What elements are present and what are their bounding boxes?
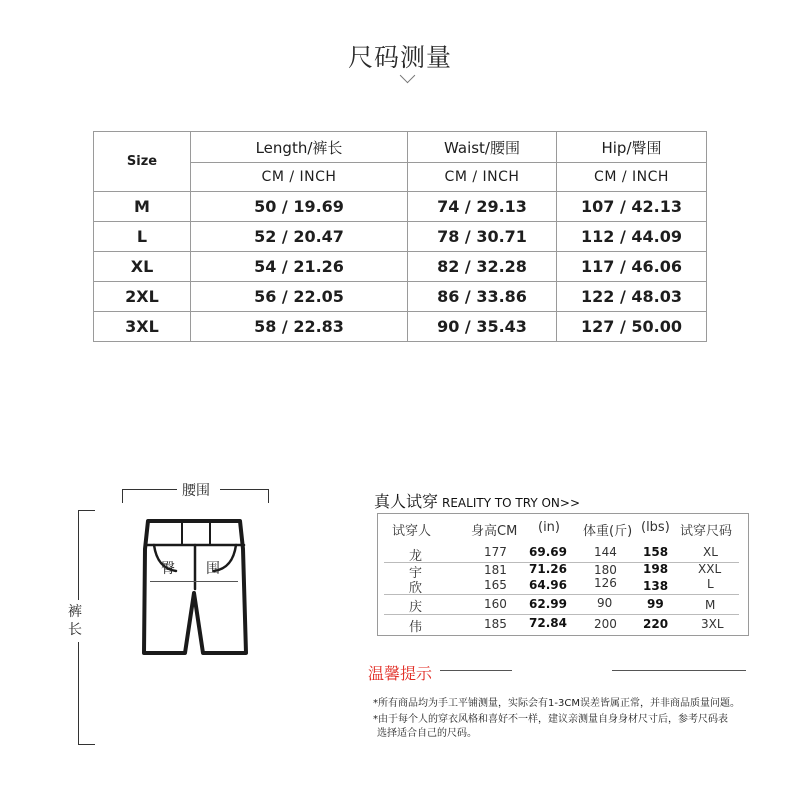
waist-label: 腰围: [182, 483, 210, 499]
size-header: Size: [94, 132, 191, 192]
waist-cell: 78 / 30.71: [408, 222, 557, 252]
tryon-weight: 144: [594, 545, 617, 559]
table-row: [94, 312, 707, 342]
length-unit: CM / INCH: [191, 163, 408, 192]
tryon-height: 165: [484, 578, 507, 592]
length-measure-line-bottom: [78, 642, 79, 744]
tryon-inch: 69.69: [529, 545, 567, 559]
tryon-inch: 71.26: [529, 562, 567, 576]
tryon-inch: 72.84: [529, 616, 567, 630]
page-title: 尺码测量: [347, 43, 452, 72]
length-measure-tick-bottom: [78, 744, 95, 745]
table-row: [94, 252, 707, 282]
tryon-weight: 180: [594, 563, 617, 577]
tryon-height: 160: [484, 597, 507, 611]
waist-measure-tick-right: [268, 489, 269, 503]
waist-measure-line-right: [220, 489, 268, 490]
tryon-lbs: 198: [643, 562, 669, 576]
tryon-size: L: [707, 577, 714, 591]
hip-header: Hip/臀围: [557, 132, 707, 163]
length-cell: 52 / 20.47: [191, 222, 408, 252]
hip-label-a: 臀: [161, 561, 175, 577]
row-divider: [384, 614, 739, 615]
length-cell: 56 / 22.05: [191, 282, 408, 312]
hip-cell: 117 / 46.06: [557, 252, 707, 282]
tryon-header-inch: (in): [538, 520, 560, 535]
waist-measure-tick-left: [122, 489, 123, 503]
tryon-person: 伟: [409, 620, 423, 635]
table-row: [94, 192, 707, 222]
length-measure-tick-top: [78, 510, 95, 511]
row-divider: [384, 594, 739, 595]
hip-cell: 122 / 48.03: [557, 282, 707, 312]
waist-header: Waist/腰围: [408, 132, 557, 163]
tryon-lbs: 158: [643, 545, 669, 559]
tryon-lbs: 138: [643, 579, 669, 593]
tryon-inch: 62.99: [529, 597, 567, 611]
hip-measure-line: [150, 581, 238, 582]
waist-cell: 74 / 29.13: [408, 192, 557, 222]
tryon-person: 欣: [409, 581, 423, 596]
shorts-icon: [140, 515, 250, 660]
tryon-header-person: 试穿人: [392, 524, 432, 539]
tryon-person: 宇: [409, 566, 423, 581]
tryon-size: XXL: [698, 562, 722, 576]
size-chart-table: [93, 131, 707, 342]
length-measure-line-top: [78, 510, 79, 600]
tryon-header-weight: 体重(斤): [583, 524, 633, 539]
tryon-weight: 90: [597, 596, 613, 610]
waist-cell: 86 / 33.86: [408, 282, 557, 312]
hip-unit: CM / INCH: [557, 163, 707, 192]
tryon-size: 3XL: [701, 617, 724, 631]
tryon-height: 177: [484, 545, 507, 559]
tips-title: 温馨提示: [367, 664, 432, 683]
length-cell: 54 / 21.26: [191, 252, 408, 282]
tryon-header-size: 试穿尺码: [680, 524, 733, 539]
tryon-person: 龙: [409, 549, 423, 564]
hip-cell: 127 / 50.00: [557, 312, 707, 342]
tryon-header-lbs: (lbs): [641, 520, 670, 535]
size-cell: 2XL: [94, 282, 191, 312]
tryon-header-height: 身高CM: [471, 524, 518, 539]
length-cell: 50 / 19.69: [191, 192, 408, 222]
size-cell: XL: [94, 252, 191, 282]
tryon-height: 185: [484, 617, 507, 631]
size-cell: 3XL: [94, 312, 191, 342]
table-row: [94, 282, 707, 312]
tryon-size: XL: [703, 545, 718, 559]
tryon-lbs: 220: [643, 617, 669, 631]
waist-measure-line-left: [122, 489, 177, 490]
tryon-inch: 64.96: [529, 578, 567, 592]
tryon-weight: 200: [594, 617, 617, 631]
waist-cell: 82 / 32.28: [408, 252, 557, 282]
size-cell: M: [94, 192, 191, 222]
length-label: 裤长: [68, 604, 82, 638]
tip-line-2: *由于每个人的穿衣风格和喜好不一样，建议亲测量自身身材尺寸后，参考尺码表 选择适合自己的尺码。: [373, 714, 728, 739]
tip-line-1: *所有商品均为手工平铺测量，实际会有1-3CM误差皆属正常，并非商品质量问题。: [373, 698, 740, 709]
table-row: [94, 222, 707, 252]
length-header: Length/裤长: [191, 132, 408, 163]
tryon-weight: 126: [594, 576, 617, 590]
tryon-person: 庆: [409, 600, 423, 615]
tryon-lbs: 99: [647, 597, 664, 611]
hip-label-b: 围: [206, 561, 220, 577]
tryon-title: 真人试穿 REALITY TO TRY ON>>: [374, 492, 581, 511]
tryon-height: 181: [484, 563, 507, 577]
tryon-size: M: [705, 598, 716, 612]
hip-cell: 112 / 44.09: [557, 222, 707, 252]
size-cell: L: [94, 222, 191, 252]
waist-unit: CM / INCH: [408, 163, 557, 192]
waist-cell: 90 / 35.43: [408, 312, 557, 342]
hip-cell: 107 / 42.13: [557, 192, 707, 222]
length-cell: 58 / 22.83: [191, 312, 408, 342]
